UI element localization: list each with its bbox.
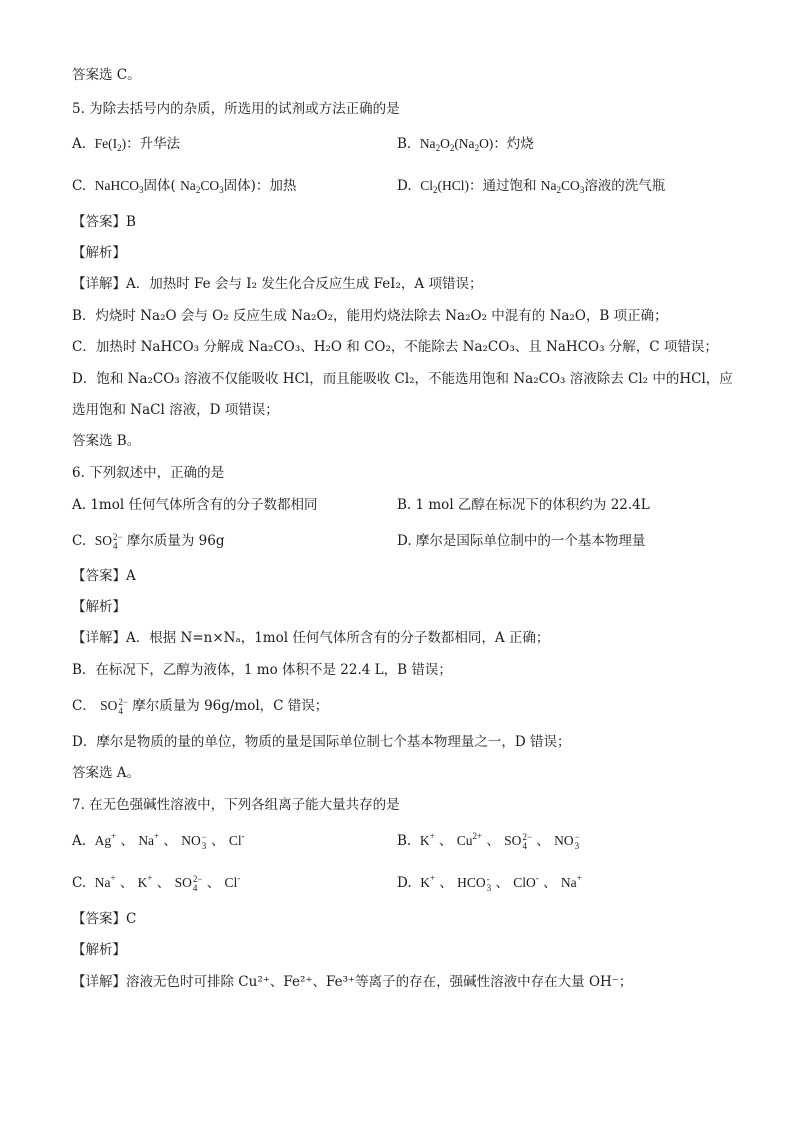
q6-option-d: D. 摩尔是国际单位制中的一个基本物理量 (397, 533, 646, 549)
q6-analysis-tag: 【解析】 (72, 599, 126, 615)
q7-option-c: C. Na+ 、 K+ 、 SO 2− 4 、 Cl- (72, 873, 241, 893)
q7-option-b: B. K+ 、 $Cu^{2+}$ 、 SO 2− 4 、 NO − 3 (397, 831, 580, 851)
q5-detail-a: 【详解】A．加热时 Fe 会与 I₂ 发生化合反应生成 FeI₂，A 项错误； (72, 276, 483, 292)
q6-answer: 【答案】A (72, 568, 136, 584)
q7-option-a: A. Ag+ 、 Na+ 、 NO − 3 、 Cl- (72, 831, 245, 851)
q6-detail-c: C． SO 2− 4 摩尔质量为 96g/mol，C 错误； (72, 697, 329, 716)
q5-option-c: C. NaHCO$_3$固体( $Na_2CO_3$固体)：加热 (72, 178, 297, 195)
q5-answer: 【答案】B (72, 214, 136, 230)
q5-detail-d1: D．饱和 Na₂CO₃ 溶液不仅能吸收 HCl，而且能吸收 Cl₂，不能选用饱和 Na₂CO₃ 溶液除去 Cl₂ 中的HCl，应 (72, 371, 733, 387)
answer-tag: 【答案】 (72, 214, 126, 230)
q7-analysis-tag: 【解析】 (72, 942, 126, 958)
q6-detail-d: D．摩尔是物质的量的单位，物质的量是国际单位制七个基本物理量之一，D 错误； (72, 734, 571, 750)
q6-stem: 6. 下列叙述中，正确的是 (72, 465, 225, 481)
q7-option-d: D. K+ 、 HCO - 3 、 ClO- 、 Na+ (397, 873, 582, 893)
q6-answer-choice: 答案选 A。 (72, 765, 141, 781)
q7-answer: 【答案】C (72, 911, 137, 927)
q5-stem: 5. 为除去括号内的杂质，所选用的试剂或方法正确的是 (72, 101, 400, 117)
q5-detail-b: B．灼烧时 Na₂O 会与 O₂ 反应生成 Na₂O₂，能用灼烧法除去 Na₂O₂ 中混有的 Na₂O，B 项正确； (72, 308, 668, 324)
q5-option-d: D. $Cl_2(HCl)$：通过饱和 $Na_2CO_3$溶液的洗气瓶 (397, 178, 666, 195)
q6-option-b: B. 1 mol 乙醇在标况下的体积约为 22.4L (397, 497, 650, 513)
q5-detail-d2: 选用饱和 NaCl 溶液，D 项错误； (72, 402, 279, 418)
q5-option-b: B. $Na_2O_2(Na_2O)$：灼烧 (397, 136, 534, 153)
q5-option-a: A. $Fe(I_2)$：升华法 (72, 136, 181, 153)
q6-detail-b: B．在标况下，乙醇为液体，1 mo 体积不是 22.4 L，B 错误； (72, 662, 452, 678)
q7-detail-1: 【详解】溶液无色时可排除 Cu²⁺、Fe²⁺、Fe³⁺等离子的存在，强碱性溶液中存在大量 OH⁻； (72, 974, 633, 990)
q5-analysis-tag: 【解析】 (72, 245, 126, 261)
q6-detail-a: 【详解】A．根据 N=n×Nₐ，1mol 任何气体所含有的分子数都相同，A 正确； (72, 630, 550, 646)
q5-answer-choice: 答案选 B。 (72, 433, 141, 449)
q5-detail-c: C．加热时 NaHCO₃ 分解成 Na₂CO₃、H₂O 和 CO₂，不能除去 Na₂CO₃、且 NaHCO₃ 分解，C 项错误； (72, 339, 718, 355)
q4-answer-choice: 答案选 C。 (72, 67, 141, 83)
q6-option-a: A. 1mol 任何气体所含有的分子数都相同 (72, 497, 318, 513)
q7-stem: 7. 在无色强碱性溶液中，下列各组离子能大量共存的是 (72, 797, 400, 813)
q6-option-c: C. SO 2− 4 摩尔质量为 96g (72, 532, 225, 551)
